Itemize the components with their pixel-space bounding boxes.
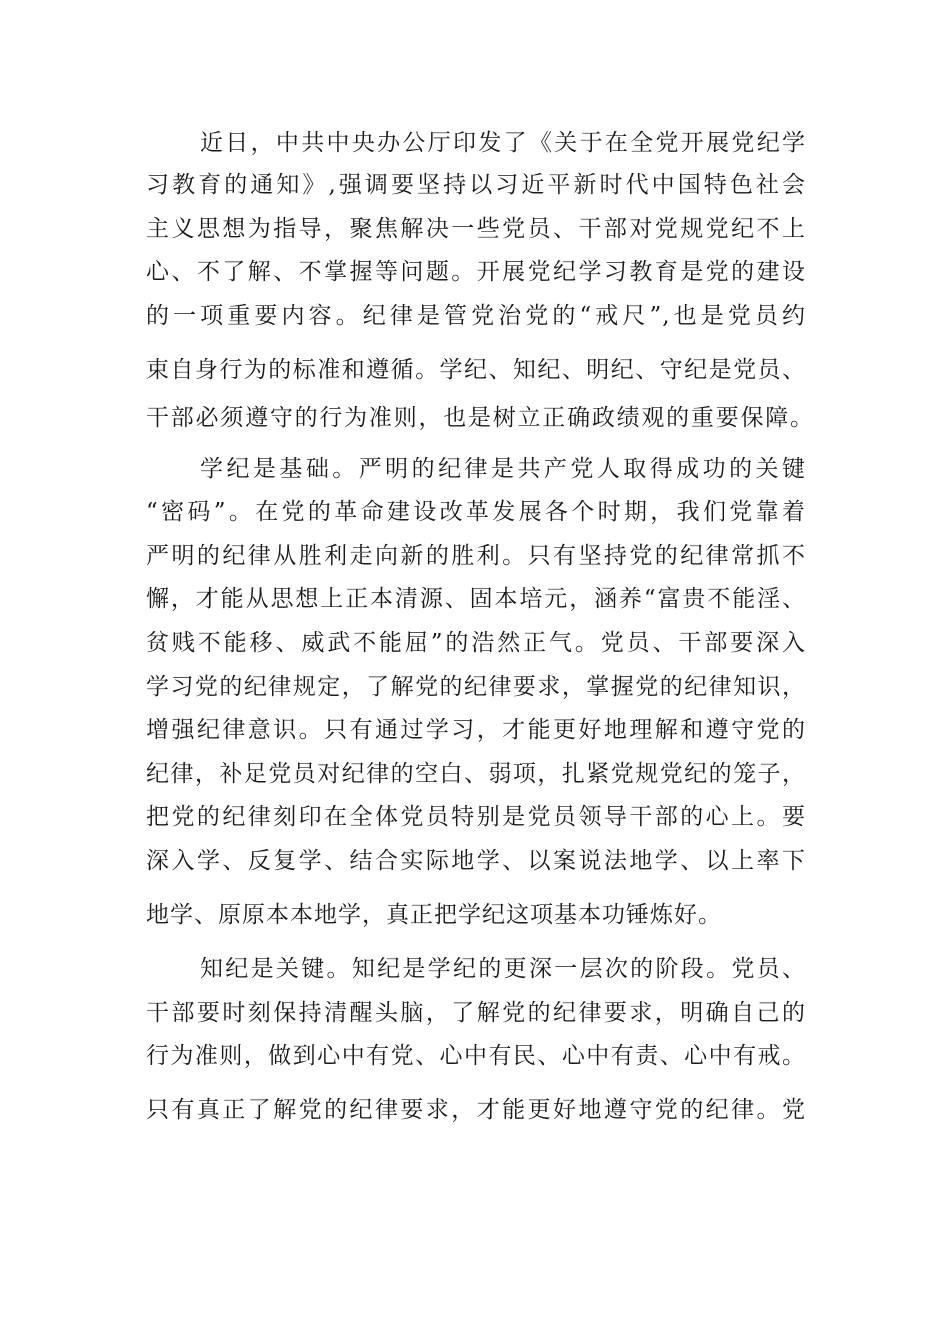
- paragraph-1-line-7: 干部必须遵守的行为准则，也是树立正确政绩观的重要保障。: [146, 405, 814, 431]
- paragraph-2-line-10: 深入学、反复学、结合实际地学、以案说法地学、以上率下: [146, 848, 806, 874]
- paragraph-2-line-4: 懈，才能从思想上正本清源、固本培元，涵养“富贵不能淫、: [146, 586, 806, 612]
- paragraph-2-line-9: 把党的纪律刻印在全体党员特别是党员领导干部的心上。要: [146, 804, 806, 830]
- paragraph-3-line-4: 只有真正了解党的纪律要求，才能更好地遵守党的纪律。党: [146, 1097, 806, 1123]
- paragraph-2-line-5: 贫贱不能移、威武不能屈”的浩然正气。党员、干部要深入: [146, 630, 806, 656]
- paragraph-1-line-5: 的一项重要内容。纪律是管党治党的“戒尺”,也是党员约: [146, 303, 806, 329]
- paragraph-2-line-1: 学纪是基础。严明的纪律是共产党人取得成功的关键: [200, 456, 806, 482]
- paragraph-1-line-1: 近日，中共中央办公厅印发了《关于在全党开展党纪学: [200, 130, 806, 156]
- paragraph-3-line-3: 行为准则，做到心中有党、心中有民、心中有责、心中有戒。: [146, 1043, 806, 1069]
- paragraph-2-line-6: 学习党的纪律规定，了解党的纪律要求，掌握党的纪律知识，: [146, 674, 806, 700]
- paragraph-2-line-7: 增强纪律意识。只有通过学习，才能更好地理解和遵守党的: [146, 717, 806, 743]
- paragraph-2-line-3: 严明的纪律从胜利走向新的胜利。只有坚持党的纪律常抓不: [146, 543, 806, 569]
- paragraph-1-line-3: 主义思想为指导，聚焦解决一些党员、干部对党规党纪不上: [146, 216, 806, 242]
- paragraph-3-line-2: 干部要时刻保持清醒头脑，了解党的纪律要求，明确自己的: [146, 1000, 806, 1026]
- paragraph-3-line-1: 知纪是关键。知纪是学纪的更深一层次的阶段。党员、: [200, 956, 806, 982]
- paragraph-1-line-6: 束自身行为的标准和遵循。学纪、知纪、明纪、守纪是党员、: [146, 357, 806, 383]
- paragraph-1-line-4: 心、不了解、不掌握等问题。开展党纪学习教育是党的建设: [146, 259, 806, 285]
- paragraph-2-line-2: “密码”。在党的革命建设改革发展各个时期，我们党靠着: [146, 499, 806, 525]
- paragraph-2-line-11: 地学、原原本本地学，真正把学纪这项基本功锤炼好。: [146, 902, 722, 928]
- paragraph-1-line-2: 习教育的通知》,强调要坚持以习近平新时代中国特色社会: [146, 172, 806, 198]
- paragraph-2-line-8: 纪律，补足党员对纪律的空白、弱项，扎紧党规党纪的笼子，: [146, 761, 806, 787]
